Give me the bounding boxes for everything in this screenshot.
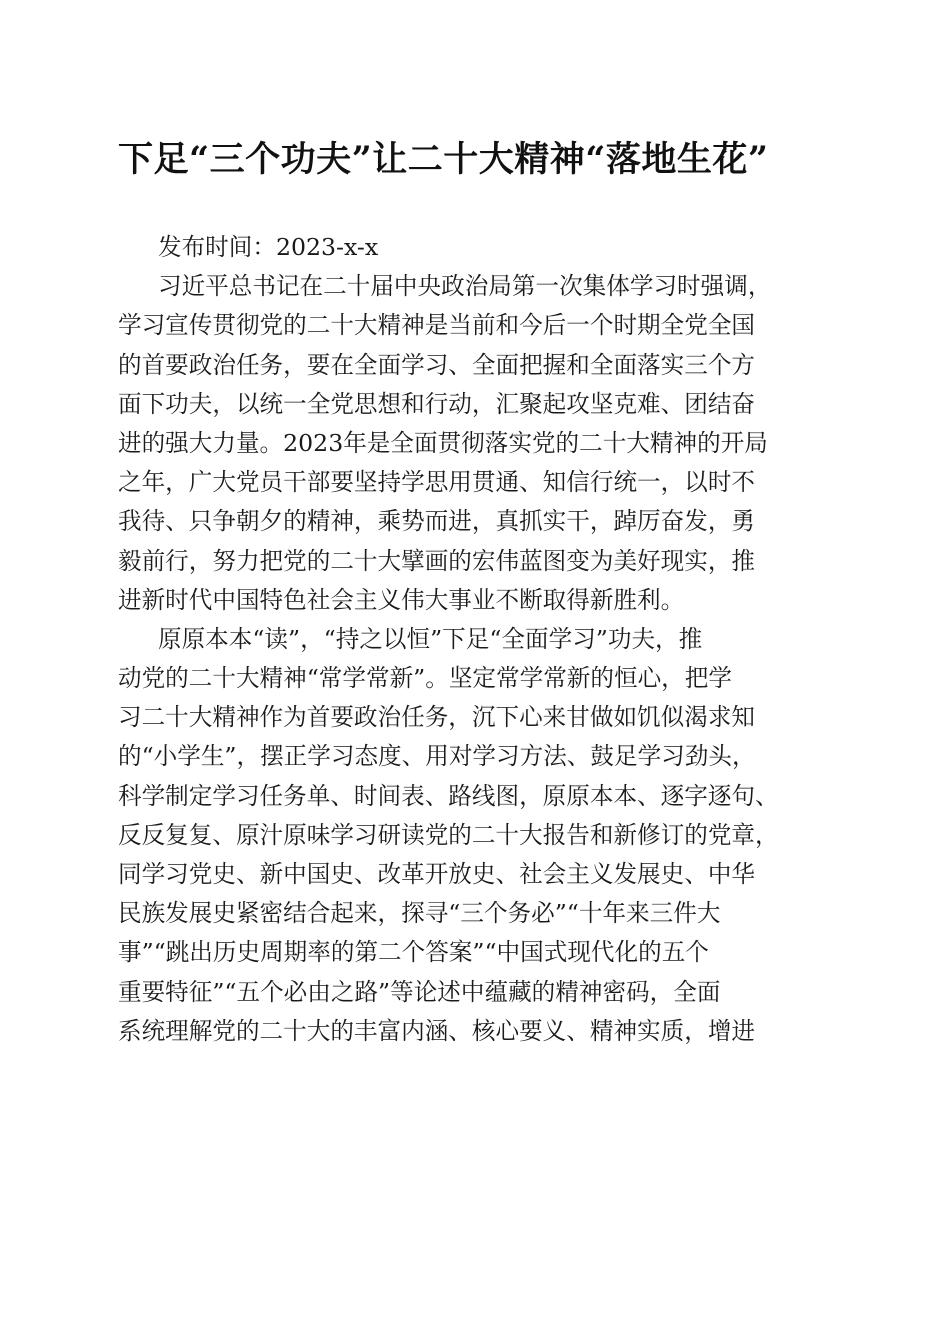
paragraph-2-line: 原原本本“读”，“持之以恒”下足“全面学习”功夫，推	[158, 624, 703, 653]
paragraph-2-line: 习二十大精神作为首要政治任务，沉下心来甘做如饥似渴求知	[118, 703, 756, 732]
paragraph-1-line: 的首要政治任务，要在全面学习、全面把握和全面落实三个方	[118, 350, 756, 379]
paragraph-2-line: 同学习党史、新中国史、改革开放史、社会主义发展史、中华	[118, 860, 756, 888]
paragraph-1-line: 进新时代中国特色社会主义伟大事业不断取得新胜利。	[118, 585, 685, 614]
paragraph-2-line: 重要特征”“五个必由之路”等论述中蕴藏的精神密码，全面	[118, 977, 721, 1006]
paragraph-1-line: 进的强大力量。2023年是全面贯彻落实党的二十大精神的开局	[118, 428, 768, 457]
paragraph-2-line: 系统理解党的二十大的丰富内涵、核心要义、精神实质，增进	[118, 1016, 756, 1045]
paragraph-1-line: 我待、只争朝夕的精神，乘势而进，真抓实干，踔厉奋发，勇	[118, 507, 756, 536]
paragraph-2-line: 事”“跳出历史周期率的第二个答案”“中国式现代化的五个	[118, 938, 709, 967]
paragraph-1-line: 学习宣传贯彻党的二十大精神是当前和今后一个时期全党全国	[118, 311, 756, 340]
document-title: 下足“三个功夫”让二十大精神“落地生花”	[118, 139, 769, 180]
paragraph-2-line: 反反复复、原汁原味学习研读党的二十大报告和新修订的党章，	[118, 820, 779, 849]
paragraph-2-line: 动党的二十大精神“常学常新”。坚定常学常新的恒心，把学	[118, 664, 732, 693]
paragraph-2-line: 科学制定学习任务单、时间表、路线图，原原本本、逐字逐句、	[118, 781, 779, 810]
document-body	[118, 228, 830, 1051]
paragraph-2-line: 的“小学生”，摆正学习态度、用对学习方法、鼓足学习劲头，	[118, 742, 756, 771]
publish-date: 发布时间：2023-x-x	[158, 233, 379, 261]
paragraph-1-line: 之年，广大党员干部要坚持学思用贯通、知信行统一，以时不	[118, 468, 756, 497]
paragraph-2-line: 民族发展史紧密结合起来，探寻“三个务必”“十年来三件大	[118, 899, 721, 928]
paragraph-1-line: 毅前行，努力把党的二十大擘画的宏伟蓝图变为美好现实，推	[118, 546, 756, 575]
paragraph-1-line: 面下功夫，以统一全党思想和行动，汇聚起攻坚克难、团结奋	[118, 389, 756, 418]
paragraph-1-line: 习近平总书记在二十届中央政治局第一次集体学习时强调，	[158, 272, 772, 301]
